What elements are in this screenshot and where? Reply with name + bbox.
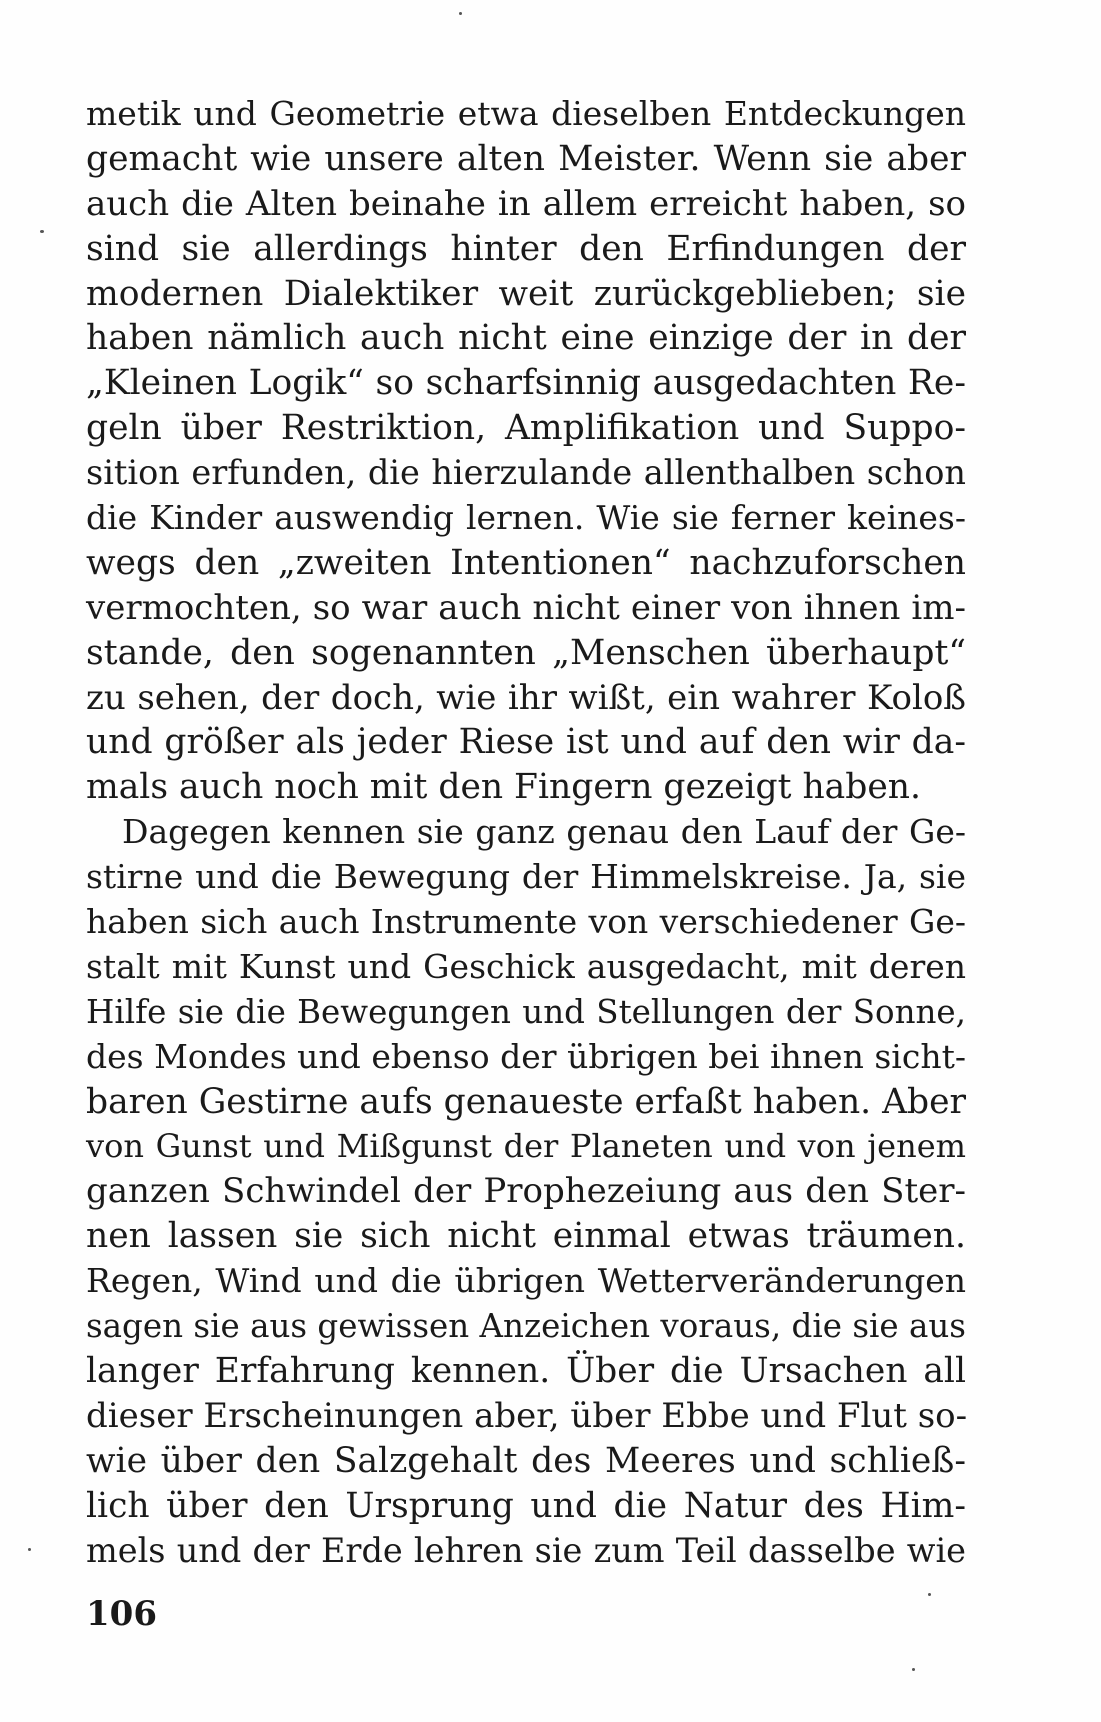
text-line: modernen Dialektiker weit zurückgeblieben; sie [86, 273, 966, 314]
text-line: zu sehen, der doch, wie ihr wißt, ein wahrer Koloß [86, 677, 966, 718]
scan-speck [40, 230, 44, 233]
text-line: gemacht wie unsere alten Meister. Wenn sie aber [86, 138, 966, 179]
text-line: die Kinder auswendig lernen. Wie sie ferner keines- [86, 498, 966, 538]
body-text [86, 92, 966, 1573]
text-line: wie über den Salzgehalt des Meeres und schließ- [86, 1440, 966, 1481]
scan-speck [912, 1668, 915, 1671]
text-line: von Gunst und Mißgunst der Planeten und von jenem [86, 1127, 966, 1166]
text-line: stirne und die Bewegung der Himmelskreise. Ja, sie [86, 857, 966, 897]
text-line: metik und Geometrie etwa dieselben Entdeckungen [86, 94, 966, 133]
text-line: „Kleinen Logik“ so scharfsinnig ausgedachten Re- [86, 363, 966, 404]
text-line: sagen sie aus gewissen Anzeichen voraus, die sie aus [86, 1307, 966, 1346]
scan-speck [928, 1593, 931, 1596]
text-line: stande, den sogenannten „Menschen überhaupt“ [86, 632, 966, 673]
text-line: Regen, Wind und die übrigen Wetterveränderungen [86, 1261, 966, 1301]
scan-speck [459, 12, 462, 15]
text-line: Hilfe sie die Bewegungen und Stellungen der Sonne, [86, 992, 966, 1031]
text-line: wegs den „zweiten Intentionen“ nachzuforschen [86, 542, 966, 583]
text-line: dieser Erscheinungen aber, über Ebbe und Flut so- [86, 1395, 968, 1436]
text-line: mals auch noch mit den Fingern gezeigt haben. [86, 767, 921, 808]
text-line: des Mondes und ebenso der übrigen bei ihnen sicht- [86, 1036, 966, 1076]
text-line: baren Gestirne aufs genaueste erfaßt haben. Aber [86, 1081, 967, 1122]
text-line: sind sie allerdings hinter den Erfindungen der [86, 228, 966, 269]
page-number: 106 [86, 1594, 157, 1634]
text-line: Dagegen kennen sie ganz genau den Lauf der Ge- [122, 812, 966, 852]
text-line: stalt mit Kunst und Geschick ausgedacht, mit deren [86, 946, 966, 986]
text-line: nen lassen sie sich nicht einmal etwas träumen. [86, 1216, 966, 1257]
text-line: ganzen Schwindel der Prophezeiung aus den Ster- [86, 1171, 966, 1212]
text-line: haben sich auch Instrumente von verschiedener Ge- [86, 902, 966, 942]
text-line: und größer als jeder Riese ist und auf den wir da- [86, 722, 966, 763]
text-line: vermochten, so war auch nicht einer von ihnen im- [86, 587, 966, 628]
text-line: haben nämlich auch nicht eine einzige der in der [86, 318, 966, 359]
text-line: auch die Alten beinahe in allem erreicht haben, so [86, 183, 966, 224]
text-line: langer Erfahrung kennen. Über die Ursachen all [86, 1350, 966, 1391]
scan-speck [28, 1548, 31, 1551]
text-line: geln über Restriktion, Amplifikation und Suppo- [86, 408, 966, 449]
text-line: lich über den Ursprung und die Natur des Him- [86, 1485, 966, 1526]
text-line: sition erfunden, die hierzulande allenthalben schon [86, 453, 966, 493]
text-line: mels und der Erde lehren sie zum Teil dasselbe wie [86, 1530, 966, 1570]
